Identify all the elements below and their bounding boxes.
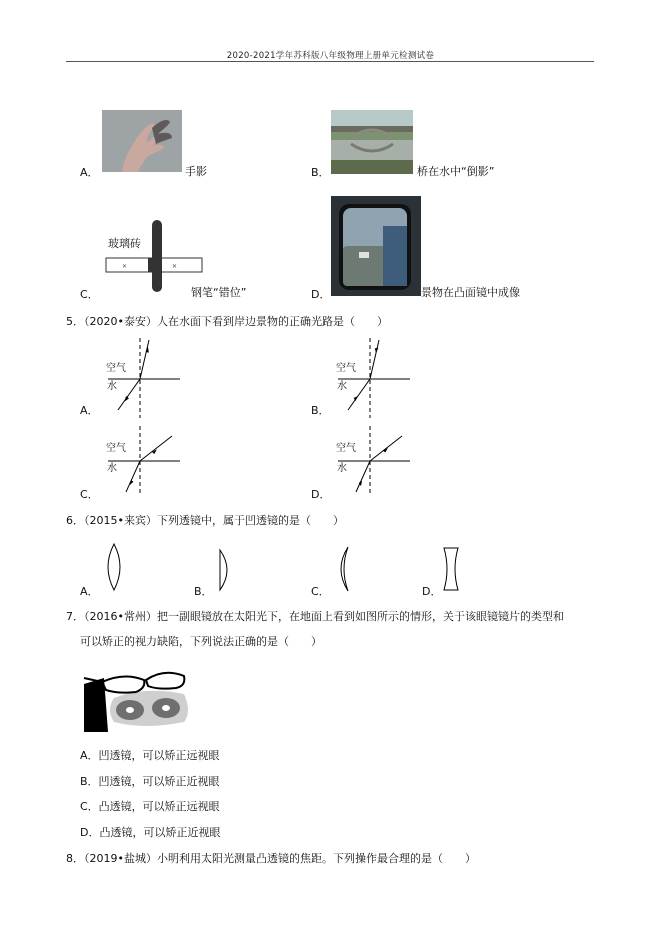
q5-c-air-label: 空气: [106, 443, 126, 454]
q5-stem: 5．（2020•泰安）人在水面下看到岸边景物的正确光路是（ ）: [66, 315, 388, 328]
q6-option-a: A．: [80, 585, 99, 598]
pen-glass-block-figure: [100, 218, 210, 296]
svg-text:✕: ✕: [122, 263, 128, 270]
q5-option-c: C．: [80, 488, 99, 501]
q7-option-d: D．凸透镜，可以矫正近视眼: [80, 826, 221, 839]
q4-option-c-letter: C．: [80, 288, 99, 301]
q5-diagram-b: [330, 338, 410, 418]
q5-a-air-label: 空气: [106, 363, 126, 374]
q6-lens-a-biconvex: [104, 542, 124, 592]
q5-a-water-label: 水: [107, 381, 117, 392]
q5-b-water-label: 水: [337, 381, 347, 392]
q6-option-d: D．: [422, 585, 442, 598]
q7-stem-line1: 7．（2016•常州）把一副眼镜放在太阳光下，在地面上看到如图所示的情形，关于该眼镜镜片的类型和: [66, 610, 564, 623]
q5-c-water-label: 水: [107, 463, 117, 474]
q4-option-b-caption: 桥在水中“倒影”: [417, 165, 495, 178]
q4-option-c-caption: 钢笔“错位”: [191, 286, 247, 299]
q5-option-d: D．: [311, 488, 331, 501]
q4-option-a-caption: 手影: [185, 165, 207, 178]
q5-d-water-label: 水: [337, 463, 347, 474]
q7-stem-line2: 可以矫正的视力缺陷，下列说法正确的是（ ）: [80, 635, 322, 648]
q4-option-b-letter: B．: [311, 166, 330, 179]
q7-option-b: B．凹透镜，可以矫正近视眼: [80, 775, 220, 788]
q4-option-d-letter: D．: [311, 288, 331, 301]
q5-diagram-d: [330, 426, 410, 496]
q6-option-b: B．: [194, 585, 213, 598]
q4-option-d-caption: 景物在凸面镜中成像: [421, 286, 520, 299]
q6-lens-d-biconcave: [442, 546, 460, 592]
q6-lens-c-meniscus: [334, 545, 354, 593]
q5-option-b: B．: [311, 404, 330, 417]
q5-d-air-label: 空气: [336, 443, 356, 454]
q6-stem: 6．（2015•来宾）下列透镜中，属于凹透镜的是（ ）: [66, 514, 344, 527]
convex-mirror-photo: [331, 196, 421, 296]
q5-option-a: A．: [80, 404, 99, 417]
bridge-reflection-photo: [331, 110, 413, 174]
svg-text:✕: ✕: [172, 263, 178, 270]
q5-diagram-a: [100, 338, 180, 418]
glasses-sunlight-photo: [84, 664, 196, 732]
q4-option-a-letter: A．: [80, 166, 99, 179]
q6-option-c: C．: [311, 585, 330, 598]
q8-stem: 8．（2019•盐城）小明利用太阳光测量凸透镜的焦距。下列操作最合理的是（ ）: [66, 852, 476, 865]
header-rule: [66, 61, 594, 62]
q5-diagram-c: [100, 426, 180, 496]
q7-option-c: C．凸透镜，可以矫正远视眼: [80, 800, 220, 813]
q6-lens-b-planoconvex: [216, 548, 236, 592]
q5-b-air-label: 空气: [336, 363, 356, 374]
hand-shadow-photo: [102, 110, 182, 172]
glass-brick-label: 玻璃砖: [108, 237, 141, 250]
q7-option-a: A．凹透镜，可以矫正远视眼: [80, 749, 220, 762]
page-header: 2020-2021学年苏科版八年级物理上册单元检测试卷: [226, 51, 435, 61]
